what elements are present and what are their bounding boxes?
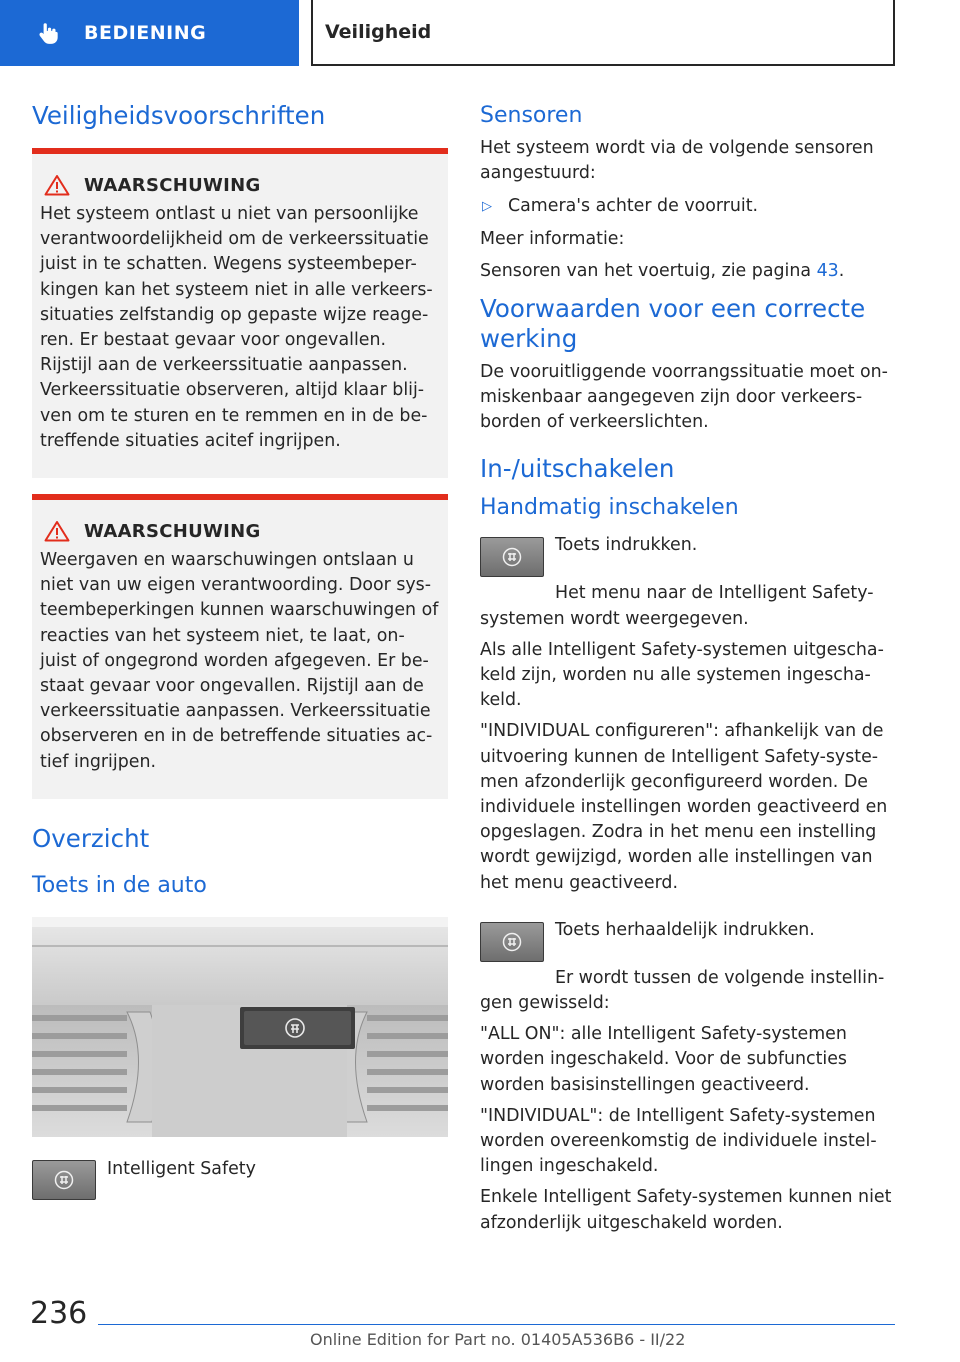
switch-text: Er wordt tussen de volgende instellin-gen gewisseld: [480, 967, 885, 1014]
intelligent-safety-icon [502, 932, 522, 952]
overview-title: Overzicht [32, 823, 150, 853]
all-on-text: "ALL ON": alle Intelligent Safety-systemen worden ingeschakeld. Voor de subfuncties worden basisinstellingen geactiveerd. [480, 1024, 847, 1095]
safety-title: Veiligheidsvoorschriften [32, 101, 326, 130]
press-repeat-row [480, 918, 898, 962]
warning-text-1: Het systeem ontlast u niet van persoonlijke verantwoordelijkheid om de verkeerssituatie juist in te schatten. Wegens systeembeper-kingen kan het systeem niet in alle verkeers-situaties zelfstandig op gepaste wijze reage-ren. Er bestaat gevaar voor ongevallen. Rijstijl aan de verkeerssituatie aanpassen. Verkeerssituatie observeren, altijd klaar blij-ven om te sturen en te remmen en in de be-treffende situaties acitef ingrijpen. [40, 204, 433, 451]
more-info: Meer informatie: [480, 229, 625, 250]
sensors-bullet [480, 194, 898, 219]
menu-shown: Het menu naar de Intelligent Safety-systemen wordt weergegeven. [480, 583, 874, 629]
conditions-title: Voorwaarden voor een correcte werking [480, 293, 866, 353]
button-caption-row [32, 1157, 448, 1200]
dashboard-photo [32, 917, 448, 1137]
sensors-bullet-text: Camera's achter de voorruit. [508, 196, 759, 217]
all-off-text: Als alle Intelligent Safety-systemen uitgescha-keld zijn, worden nu alle systemen ingescha-keld. [480, 639, 884, 711]
individual-text: "INDIVIDUAL": de Intelligent Safety-systemen worden overeenkomstig de individuele instel-lingen ingeschakeld. [480, 1105, 877, 1177]
intelligent-safety-icon [54, 1170, 74, 1190]
press-key-row [480, 533, 898, 577]
individual-config-text: "INDIVIDUAL configureren": afhankelijk van de uitvoering kunnen de Intelligent Safety-syste-men afzonderlijk geconfigureerd worden. De individuele instellingen worden geactiveerd en opgeslagen. Zodra in het menu een instelling wordt gewijzigd, worden alle instellingen van het menu geactiveerd. [480, 721, 888, 893]
warning-label-2: WAARSCHUWING [84, 520, 261, 542]
sensors-reference-end: . [838, 260, 845, 281]
sensors-reference [480, 259, 898, 284]
dashboard-illustration [32, 917, 448, 1137]
manual-title: Handmatig inschakelen [480, 495, 739, 521]
page-link[interactable]: 43 [816, 260, 839, 281]
chapter-header [311, 0, 895, 66]
warning-triangle-icon [44, 174, 70, 196]
buttons-title: Toets in de auto [32, 872, 207, 898]
warning-heading-1 [40, 174, 440, 196]
intelligent-safety-button[interactable] [32, 1160, 96, 1200]
edition-text: Online Edition for Part no. 01405A536B6 - II/22 [310, 1330, 686, 1349]
page-number: 236 [30, 1296, 88, 1331]
press-key: Toets indrukken. [555, 535, 698, 556]
intelligent-safety-icon [502, 547, 522, 567]
press-repeat: Toets herhaaldelijk indrukken. [555, 919, 815, 940]
intelligent-safety-button[interactable] [480, 537, 544, 577]
chapter-label: Veiligheid [325, 21, 432, 43]
section-label: BEDIENING [84, 22, 207, 44]
button-caption: Intelligent Safety [107, 1158, 256, 1179]
onoff-title: In-/uitschakelen [480, 454, 675, 484]
warning-heading-2 [40, 520, 440, 542]
bullet-triangle-icon: ▷ [482, 199, 492, 215]
section-tab [0, 0, 299, 66]
sensors-reference-text: Sensoren van het voertuig, zie pagina [480, 260, 812, 281]
hand-pointer-icon [36, 20, 62, 46]
left-column [32, 96, 448, 1200]
warning-label-1: WAARSCHUWING [84, 174, 261, 196]
sensors-title: Sensoren [480, 103, 583, 128]
warning-text-2: Weergaven en waarschuwingen ontslaan u niet van uw eigen verantwoording. Door sys-teembeperkingen kunnen waarschuwingen of reacties van het systeem niet, te laat, on-juist of ongegrond worden afgegeven. Er be-staat gevaar voor ongevallen. Rijstijl aan de verkeerssituatie aanpassen. Verkeerssituatie observeren en in de betreffende situaties ac-tief ingrijpen. [40, 550, 439, 772]
footer-divider [98, 1324, 895, 1325]
right-column [480, 96, 898, 1236]
warning-triangle-icon [44, 520, 70, 542]
sensors-intro: Het systeem wordt via de volgende sensoren aangestuurd: [480, 138, 874, 184]
intelligent-safety-button[interactable] [480, 922, 544, 962]
conditions-text: De vooruitliggende voorrangssituatie moet on-miskenbaar aangegeven zijn door verkeers-borden of verkeerslichten. [480, 361, 888, 433]
warning-box-2 [32, 494, 448, 799]
warning-box-1 [32, 148, 448, 478]
some-text: Enkele Intelligent Safety-systemen kunnen niet afzonderlijk uitgeschakeld worden. [480, 1187, 892, 1233]
